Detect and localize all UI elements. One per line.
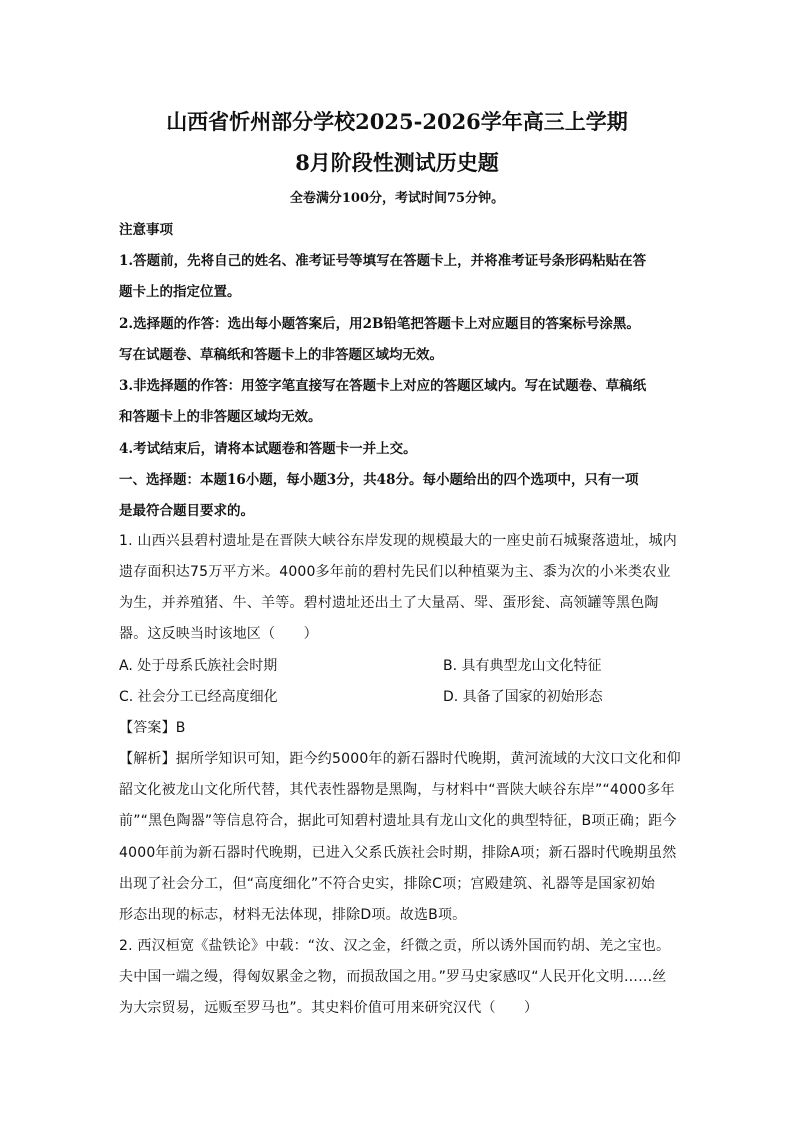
question-1-analysis: 【解析】据所学知识可知，距今约5000年的新石器时代晚期，黄河流域的大汶口文化和仰 (119, 751, 681, 767)
question-1-analysis: 韶文化被龙山文化所代替，其代表性器物是黑陶，与材料中“晋陕大峡谷东岸”“4000多年 (119, 782, 675, 798)
page-title-line2: 8月阶段性测试历史题 (295, 150, 499, 175)
section-heading: 一、选择题：本题16小题，每小题3分，共48分。每小题给出的四个选项中，只有一项 (119, 472, 639, 488)
notice-line: 3.非选择题的作答：用签字笔直接写在答题卡上对应的答题区域内。写在试题卷、草稿纸 (119, 378, 647, 394)
notice-line: 4.考试结束后，请将本试题卷和答题卡一并上交。 (119, 441, 417, 457)
section-heading-line2: 是最符合题目要求的。 (119, 503, 254, 519)
question-1-stem: 器。这反映当时该地区（ ） (119, 626, 318, 642)
notice-line: 1.答题前，先将自己的姓名、准考证号等填写在答题卡上，并将准考证号条形码粘贴在答 (119, 253, 647, 269)
question-1-option-a: A. 处于母系氏族社会时期 (119, 658, 278, 674)
question-1-analysis: 4000年前为新石器时代晚期，已进入父系氏族社会时期，排除A项；新石器时代晚期虽然 (119, 845, 677, 861)
question-1-stem: 为生，并养殖猪、牛、羊等。碧村遗址还出土了大量鬲、斝、蛋形瓮、高领罐等黑色陶 (119, 595, 659, 611)
question-2-stem: 2. 西汉桓宽《盐铁论》中载：“汝、汉之金，纤微之贡，所以诱外国而钓胡、羌之宝也。 (119, 938, 671, 954)
question-1-option-b: B. 具有典型龙山文化特征 (443, 658, 602, 674)
notice-heading: 注意事项 (119, 222, 173, 238)
question-1-stem: 1. 山西兴县碧村遗址是在晋陕大峡谷东岸发现的规模最大的一座史前石城聚落遗址，城内 (119, 533, 678, 549)
question-1-analysis: 出现了社会分工，但“高度细化”不符合史实，排除C项；宫殿建筑、礼器等是国家初始 (119, 876, 656, 892)
question-2-stem: 夫中国一端之缦，得匈奴累金之物，而损敌国之用。”罗马史家感叹“人民开化文明……丝 (119, 969, 667, 985)
notice-line: 题卡上的指定位置。 (119, 284, 241, 300)
notice-line: 和答题卡上的非答题区域均无效。 (119, 409, 322, 425)
question-1-option-c: C. 社会分工已经高度细化 (119, 689, 278, 705)
exam-info: 全卷满分100分，考试时间75分钟。 (289, 191, 505, 206)
question-1-option-d: D. 具备了国家的初始形态 (443, 689, 603, 705)
question-1-answer: 【答案】B (119, 720, 186, 736)
notice-line: 2.选择题的作答：选出每小题答案后，用2B铅笔把答题卡上对应题目的答案标号涂黑。 (119, 316, 640, 332)
question-2-stem: 为大宗贸易，远贩至罗马也”。其史料价值可用来研究汉代（ ） (119, 1000, 539, 1016)
page-title: 山西省忻州部分学校2025-2026学年高三上学期 (166, 109, 628, 134)
question-1-stem: 遗存面积达75万平方米。4000多年前的碧村先民们以种植粟为主、黍为次的小米类农业 (119, 564, 671, 580)
question-1-analysis: 形态出现的标志，材料无法体现，排除D项。故选B项。 (119, 907, 467, 923)
question-1-analysis: 前”“黑色陶器”等信息符合，据此可知碧村遗址具有龙山文化的典型特征，B项正确；距今 (119, 813, 677, 829)
notice-line: 写在试题卷、草稿纸和答题卡上的非答题区域均无效。 (119, 347, 443, 363)
